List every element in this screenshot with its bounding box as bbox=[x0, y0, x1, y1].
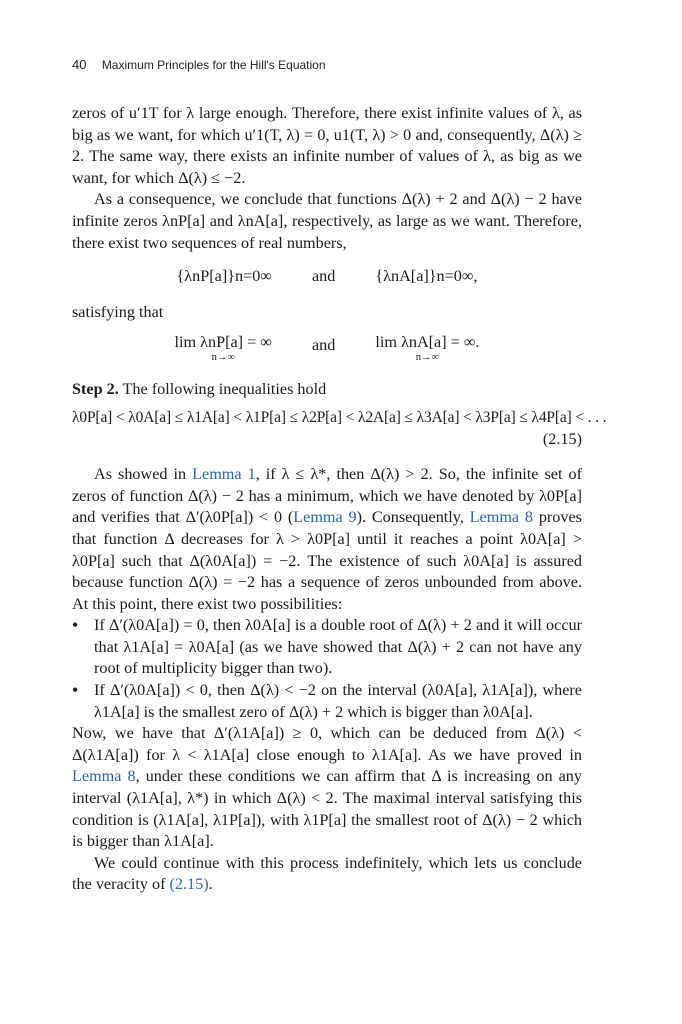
inequality-chain: λ0P[a] < λ0A[a] ≤ λ1A[a] < λ1P[a] ≤ λ2P[a] < λ2A[a] ≤ λ3A[a] < λ3P[a] ≤ λ4P[a] < . . . bbox=[72, 408, 607, 426]
sequence-a: {λnA[a]}n=0∞, bbox=[375, 267, 478, 286]
cross-reference-link[interactable]: Lemma 8 bbox=[72, 767, 136, 786]
paragraph-5: Now, we have that Δ′(λ1A[a]) ≥ 0, which can be deduced from Δ(λ) < Δ(λ1A[a]) for λ < λ1A[a] close enough to λ1A[a]. As we have proved in Lemma 8, under these conditions we can affirm that Δ is increasing on any interval (λ1A[a], λ*) in which Δ(λ) < 2. The maximal interval satisfying this condition is (λ1A[a], λ1P[a]), with λ1P[a] the smallest root of Δ(λ) − 2 which is bigger than λ1A[a]. bbox=[72, 724, 582, 851]
running-title: Maximum Principles for the Hill's Equation bbox=[101, 58, 326, 72]
step-2-heading bbox=[72, 379, 582, 401]
possibilities-list bbox=[72, 615, 582, 723]
paragraph-2: As a consequence, we conclude that functions Δ(λ) + 2 and Δ(λ) − 2 have infinite zeros λnP[a] and λnA[a], respectively, as large as we want. Therefore, there exist two sequences of real numbers, bbox=[72, 190, 582, 252]
cross-reference-link[interactable]: Lemma 1 bbox=[192, 465, 256, 484]
page-number: 40 bbox=[72, 57, 87, 72]
list-item: • If Δ′(λ0A[a]) < 0, then Δ(λ) < −2 on the interval (λ0A[a], λ1A[a]), where λ1A[a] is the smallest zero of Δ(λ) + 2 which is bigger than λ0A[a]. bbox=[72, 680, 582, 723]
equation-number: (2.15) bbox=[542, 429, 582, 448]
cross-reference-link[interactable]: Lemma 8 bbox=[469, 508, 534, 527]
step-text: The following inequalities hold bbox=[122, 380, 327, 399]
limit-left-sub: n→∞ bbox=[211, 352, 235, 364]
paragraph-6: We could continue with this process indefinitely, which lets us conclude the veracity of (2.15). bbox=[72, 853, 582, 894]
paragraph-3: satisfying that bbox=[72, 302, 164, 321]
sequence-equation bbox=[72, 266, 582, 288]
running-header bbox=[72, 57, 612, 73]
sequence-and: and bbox=[311, 267, 336, 286]
paragraph-1: zeros of u′1T for λ large enough. Therefore, there exist infinite values of λ, as big as we want, for which u′1(T, λ) = 0, u1(T, λ) > 0 and, consequently, Δ(λ) ≥ 2. The same way, there exists an infinite number of values of λ, as big as we want, for which Δ(λ) ≤ −2. bbox=[72, 104, 582, 187]
cross-reference-link[interactable]: Lemma 9 bbox=[293, 508, 357, 527]
page-body bbox=[72, 103, 607, 896]
limit-and: and bbox=[311, 336, 336, 355]
limit-left: lim λnP[a] = ∞ n→∞ bbox=[174, 333, 272, 364]
limit-right: lim λnA[a] = ∞. n→∞ bbox=[375, 333, 480, 364]
limit-equation bbox=[72, 335, 582, 365]
limit-right-sub: n→∞ bbox=[415, 352, 440, 364]
sequence-p: {λnP[a]}n=0∞ bbox=[176, 267, 272, 286]
list-item: • If Δ′(λ0A[a]) = 0, then λ0A[a] is a double root of Δ(λ) + 2 and it will occur that λ1A[a] = λ0A[a] (as we have showed that Δ(λ) + 2 can not have any root of multiplicity bigger than two). bbox=[72, 615, 582, 680]
paragraph-4: As showed in Lemma 1, if λ ≤ λ*, then Δ(λ) > 2. So, the infinite set of zeros of function Δ(λ) − 2 has a minimum, which we have denoted by λ0P[a] and verifies that Δ′(λ0P[a]) < 0 (Lemma 9). Consequently, Lemma 8 proves that function Δ decreases for λ > λ0P[a] until it reaches a point λ0A[a] > λ0P[a] such that Δ(λ0A[a]) = −2. The existence of such λ0A[a] is assured because function Δ(λ) = −2 has a sequence of zeros unbounded from above. At this point, there exist two possibilities: bbox=[72, 465, 582, 613]
cross-reference-link[interactable]: (2.15) bbox=[169, 875, 209, 894]
step-label: Step 2. bbox=[72, 380, 119, 399]
